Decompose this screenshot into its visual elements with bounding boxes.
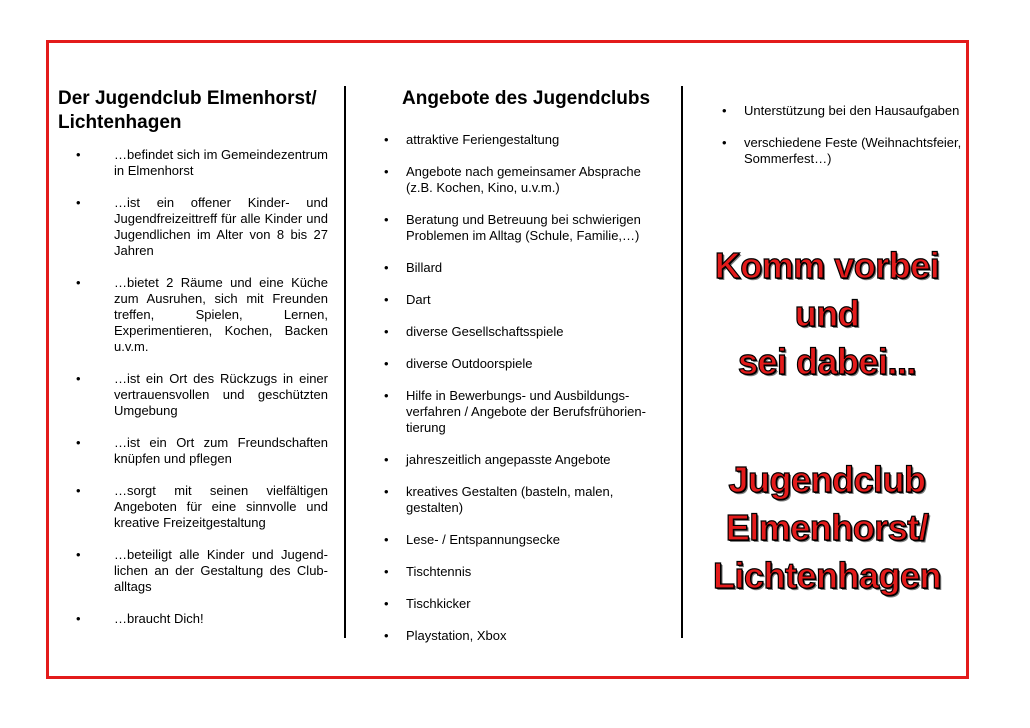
bullet-icon: • xyxy=(76,435,81,450)
slogan-line: und xyxy=(794,293,860,334)
about-heading: Der Jugendclub Elmenhorst/ Lichtenhagen xyxy=(58,88,317,133)
bullet-icon: • xyxy=(384,356,389,371)
list-item-text: …beteiligt alle Kinder und Jugend-lichen an der Gestaltung des Club-alltags xyxy=(114,547,328,594)
list-item-text: Billard xyxy=(406,260,443,275)
list-item-text: Tischtennis xyxy=(406,564,472,579)
list-item xyxy=(380,452,650,468)
list-item xyxy=(58,275,328,355)
bullet-icon: • xyxy=(76,483,81,498)
list-item-text: Playstation, Xbox xyxy=(406,628,507,643)
bullet-icon: • xyxy=(384,532,389,547)
bullet-icon: • xyxy=(384,164,389,179)
list-item xyxy=(58,547,328,595)
more-offers-list xyxy=(720,103,975,183)
list-item-text: Beratung und Betreuung bei schwierigen Problemen im Alltag (Schule, Familie,…) xyxy=(406,212,641,243)
bullet-icon: • xyxy=(384,564,389,579)
list-item-text: Unterstützung bei den Hausaufgaben xyxy=(744,103,960,118)
list-item xyxy=(58,371,328,419)
offers-list xyxy=(380,132,650,660)
bullet-icon: • xyxy=(76,275,81,290)
list-item xyxy=(720,135,975,167)
list-item-text: Angebote nach gemeinsamer Absprache (z.B. Kochen, Kino, u.v.m.) xyxy=(406,164,641,195)
club-name-line: Jugendclub xyxy=(728,459,926,500)
bullet-icon: • xyxy=(722,103,727,118)
column-divider-right xyxy=(681,86,683,638)
list-item xyxy=(58,195,328,259)
list-item xyxy=(58,611,328,627)
club-name-line: Elmenhorst/ xyxy=(725,507,929,548)
list-item-text: …sorgt mit seinen vielfältigen Angeboten für eine sinnvolle und kreative Freizeitgestaltung xyxy=(114,483,328,530)
bullet-icon: • xyxy=(384,484,389,499)
list-item xyxy=(380,292,650,308)
bullet-icon: • xyxy=(384,388,389,403)
list-item-text: …braucht Dich! xyxy=(114,611,204,626)
list-item-text: Tischkicker xyxy=(406,596,471,611)
list-item-text: attraktive Feriengestaltung xyxy=(406,132,560,147)
list-item-text: diverse Gesellschaftsspiele xyxy=(406,324,564,339)
club-name-line: Lichtenhagen xyxy=(712,555,942,596)
bullet-icon: • xyxy=(384,292,389,307)
list-item xyxy=(380,388,650,436)
list-item-text: …ist ein offener Kinder- und Jugendfreizeittreff für alle Kinder und Jugendlichen im Alter von 8 bis 27 Jahren xyxy=(114,195,328,258)
list-item xyxy=(380,484,650,516)
bullet-icon: • xyxy=(384,452,389,467)
list-item xyxy=(380,164,650,196)
list-item xyxy=(380,532,650,548)
bullet-icon: • xyxy=(76,147,81,162)
bullet-icon: • xyxy=(76,611,81,626)
list-item-text: …bietet 2 Räume und eine Küche zum Ausruhen, sich mit Freunden treffen, Spielen, Lernen, Experimentieren, Kochen, Backen u.v.m. xyxy=(114,275,328,354)
column-divider-left xyxy=(344,86,346,638)
list-item-text: kreatives Gestalten (basteln, malen, gestalten) xyxy=(406,484,614,515)
slogan-line: Komm vorbei xyxy=(714,245,940,286)
list-item xyxy=(720,103,975,119)
list-item xyxy=(380,628,650,644)
slogan-club-name xyxy=(694,456,960,600)
list-item xyxy=(380,212,650,244)
list-item-text: jahreszeitlich angepasste Angebote xyxy=(406,452,611,467)
slogan-line: sei dabei... xyxy=(737,341,917,382)
about-list xyxy=(58,147,328,643)
bullet-icon: • xyxy=(76,371,81,386)
list-item-text: …ist ein Ort zum Freundschaften knüpfen und pflegen xyxy=(114,435,328,466)
list-item xyxy=(58,147,328,179)
list-item-text: …ist ein Ort des Rückzugs in einer vertrauensvollen und geschützten Umgebung xyxy=(114,371,328,418)
list-item xyxy=(58,483,328,531)
list-item xyxy=(380,260,650,276)
list-item-text: verschiedene Feste (Weihnachtsfeier, Sommerfest…) xyxy=(744,135,962,166)
list-item xyxy=(380,356,650,372)
bullet-icon: • xyxy=(384,324,389,339)
bullet-icon: • xyxy=(384,260,389,275)
slogan-come-by xyxy=(694,242,960,386)
bullet-icon: • xyxy=(722,135,727,150)
bullet-icon: • xyxy=(384,212,389,227)
list-item-text: diverse Outdoorspiele xyxy=(406,356,533,371)
bullet-icon: • xyxy=(76,195,81,210)
bullet-icon: • xyxy=(384,596,389,611)
bullet-icon: • xyxy=(76,547,81,562)
list-item-text: Dart xyxy=(406,292,431,307)
list-item-text: Hilfe in Bewerbungs- und Ausbildungs-verfahren / Angebote der Berufsfrühorien-tierung xyxy=(406,388,646,435)
list-item xyxy=(380,596,650,612)
list-item xyxy=(380,132,650,148)
list-item xyxy=(58,435,328,467)
list-item xyxy=(380,324,650,340)
offers-heading: Angebote des Jugendclubs xyxy=(402,88,651,109)
list-item-text: Lese- / Entspannungsecke xyxy=(406,532,560,547)
bullet-icon: • xyxy=(384,628,389,643)
bullet-icon: • xyxy=(384,132,389,147)
list-item-text: …befindet sich im Gemeindezentrum in Elmenhorst xyxy=(114,147,328,178)
list-item xyxy=(380,564,650,580)
